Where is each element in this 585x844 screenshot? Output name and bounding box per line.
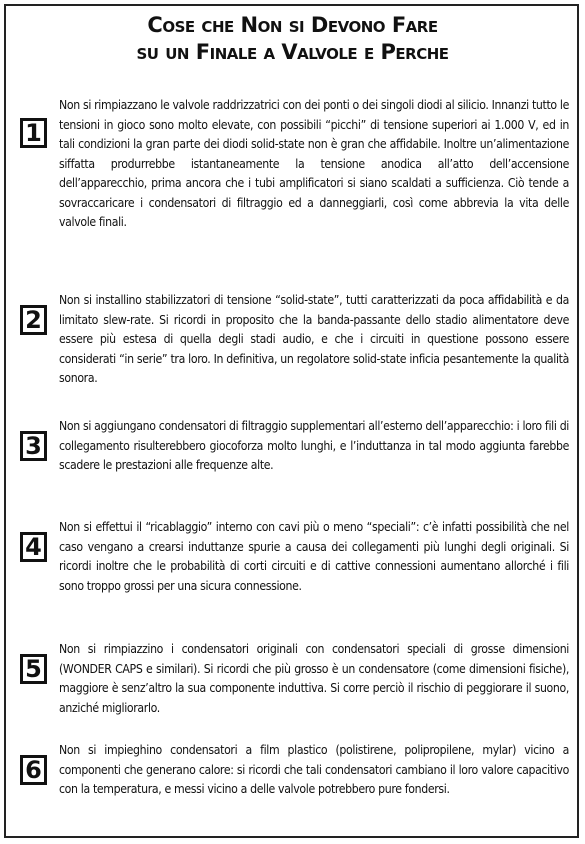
rule-text: Non si rimpiazzino i condensatori originali con condensatori speciali di grosse dimensioni (WONDER CAPS e similari). Si ricordi che più grosso è un condensatore (come dimensioni fisiche), maggiore è senz’altro la sua componente induttiva. Si corre perciò il rischio di peggiorare il suono, anziché migliorarlo. [59, 642, 569, 715]
rule-text: Non si installino stabilizzatori di tensione “solid-state”, tutti caratterizzati da poca affidabilità e da limitato slew-rate. Si ricordi in proposito che la banda-passante dello stadio alimentatore deve essere più estesa di quella degli stadi audio, e che i circuiti in questione possono essere considerati “in serie” tra loro. In definitiva, un regolatore solid-state inficia pesantemente la qualità sonora. [59, 293, 569, 385]
rule-number-badge: 1 [20, 118, 47, 148]
rule-number-badge: 4 [20, 532, 47, 562]
rule-number-badge: 3 [20, 431, 47, 461]
title-line-1: Cose che Non si Devono Fare [147, 13, 438, 37]
rule-text: Non si impieghino condensatori a film plastico (polistirene, polipropilene, mylar) vicino a componenti che generano calore: si ricordi che tali condensatori cambiano il loro valore capacitivo con la temperatura, e messi vicino a delle valvole potrebbero pure fondersi. [59, 743, 569, 796]
rule-number-badge: 5 [20, 654, 47, 684]
rule-text: Non si aggiungano condensatori di filtraggio supplementari all’esterno dell’apparecchio: i loro fili di collegamento risulterebbero giocoforza molto lunghi, e l’induttanza in tal modo aggiunta farebbe scadere le prestazioni alle frequenze alte. [59, 419, 569, 472]
title-line-2: su un Finale a Valvole e Perche [136, 40, 449, 64]
rule-number-badge: 6 [20, 755, 47, 785]
rule-number-badge: 2 [20, 305, 47, 335]
page-title [0, 12, 585, 66]
rule-text: Non si rimpiazzano le valvole raddrizzatrici con dei ponti o dei singoli diodi al silicio. Innanzi tutto le tensioni in gioco sono molto elevate, con possibili “picchi” di tensione superiori ai 1.000 V, ed in tali condizioni la gran parte dei diodi solid-state non è gran che affidabile. Inoltre un’alimentazione siffatta produrrebbe istantaneamente la tensione anodica all’atto dell’accensione dell’apparecchio, prima ancora che i tubi amplificatori si siano scaldati a sufficienza. Ciò tende a sovraccaricare i condensatori di filtraggio ed a danneggiarli, così come abbrevia la vita delle valvole finali. [59, 98, 569, 229]
rule-text: Non si effettui il “ricablaggio” interno con cavi più o meno “speciali”: c’è infatti possibilità che nel caso vengano a crearsi induttanze spurie a causa dei collegamenti più lunghi degli originali. Si ricordi inoltre che le probabilità di corti circuiti e di cattive connessioni aumentano allorché i fili sono troppo grossi per una sicura connessione. [59, 520, 569, 593]
